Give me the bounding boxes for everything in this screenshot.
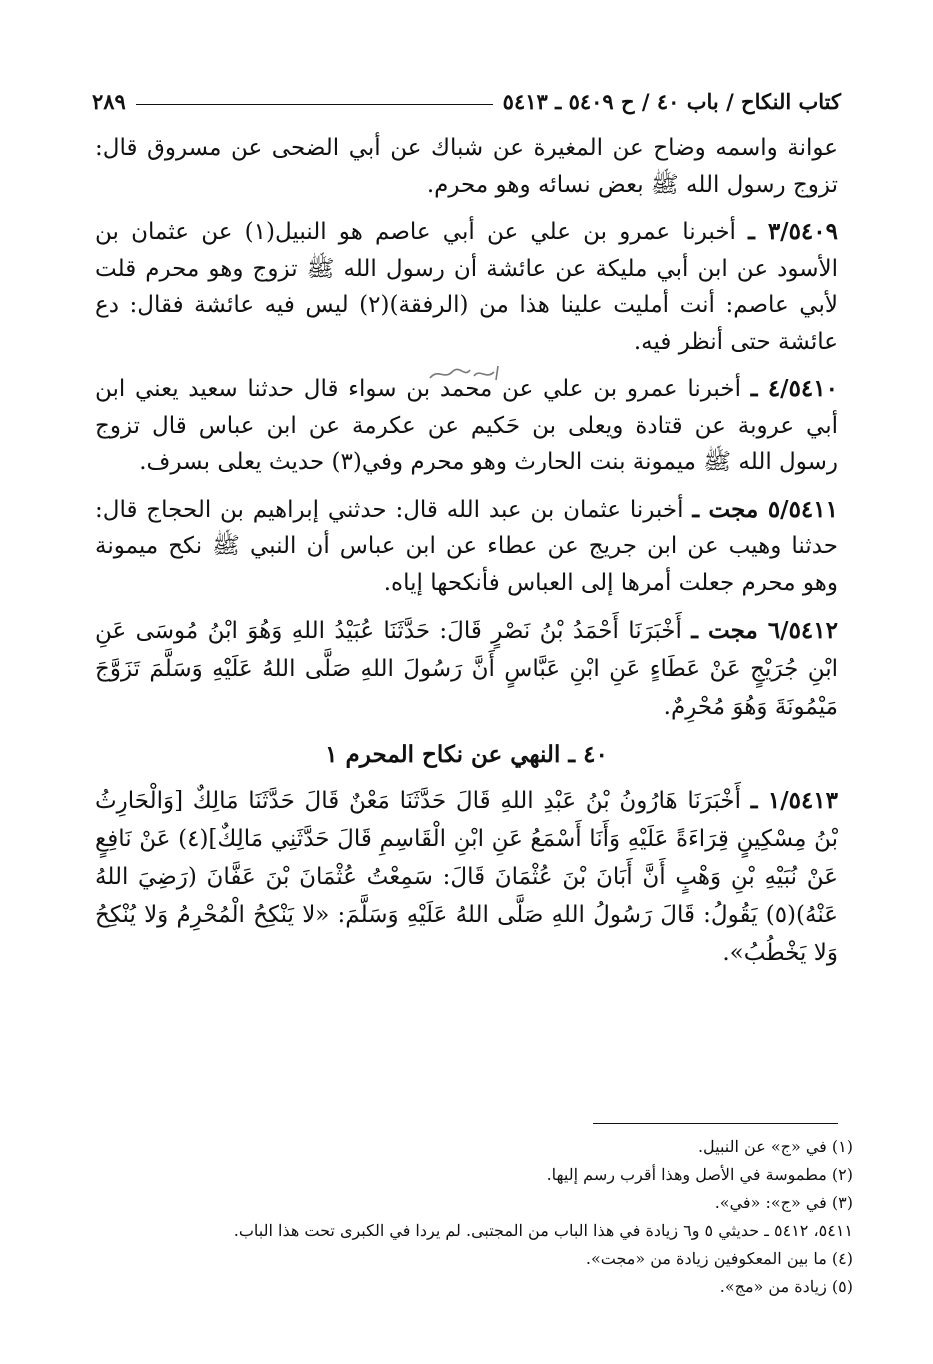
footnote: ٥٤١١، ٥٤١٢ ـ حديثي ٥ و٦ زيادة في هذا الباب من المجتبى. لم يردا في الكبرى تحت هذا الباب. [233, 1221, 853, 1240]
footnotes [95, 1133, 853, 1301]
hadith-paragraph [95, 492, 838, 602]
footnote: (٤) ما بين المعكوفين زيادة من «مجت». [585, 1249, 853, 1268]
page-body [95, 130, 838, 983]
hadith-number: ٤/٥٤١٠ ـ [750, 375, 838, 402]
hadith-paragraph [95, 214, 838, 360]
hadith-paragraph [95, 371, 838, 481]
running-header [92, 78, 841, 114]
header-title: كتاب النكاح / باب ٤٠ / ح ٥٤٠٩ ـ ٥٤١٣ [502, 89, 841, 114]
hadith-text: أخبرنا عمرو بن علي عن أبي عاصم هو النبيل(١) عن عثمان بن الأسود عن ابن أبي مليكة عن عائشة أن رسول الله ﷺ تزوج وهو محرم قلت لأبي عاصم: أنت أمليت علينا هذا من (الرفقة)(٢) ليس فيه عائشة فقال: دع عائشة حتى أنظر فيه. [95, 219, 838, 355]
hadith-number: ٥/٥٤١١ مجت ـ [692, 495, 838, 523]
hadith-text: عوانة واسمه وضاح عن المغيرة عن شباك عن أبي الضحى عن مسروق قال: تزوج رسول الله ﷺ بعض نسائه وهو محرم. [95, 135, 838, 198]
footnote: (٣) في «ج»: «في». [714, 1193, 853, 1212]
footnote: (٥) زيادة من «مج». [719, 1277, 853, 1296]
hadith-text: أَخْبَرَنَا هَارُونُ بْنُ عَبْدِ اللهِ قَالَ حَدَّثَنَا مَعْنٌ قَالَ حَدَّثَنَا مَالِكٌ [وَالْحَارِثُ بْنُ مِسْكِينٍ قِرَاءَةً عَلَيْهِ وَأَنَا أَسْمَعُ عَنِ ابْنِ الْقَاسِمِ قَالَ حَدَّثَنِي مَالِكٌ](٤) عَنْ نَافِعٍ عَنْ نُبَيْهِ بْنِ وَهْبٍ أَنَّ أَبَانَ بْنَ عُثْمَانَ قَالَ: سَمِعْتُ عُثْمَانَ بْنَ عَفَّانَ (رَضِيَ اللهُ عَنْهُ)(٥) يَقُولُ: قَالَ رَسُولُ اللهِ صَلَّى اللهُ عَلَيْهِ وَسَلَّمَ: «لا يَنْكِحُ الْمُحْرِمُ وَلا يُنْكِحُ وَلا يَخْطُبُ». [95, 787, 838, 966]
chapter-heading: ٤٠ ـ النهي عن نكاح المحرم ١ [325, 741, 608, 768]
hadith-paragraph [95, 130, 838, 203]
page-number: ٢٨٩ [92, 89, 126, 114]
hadith-text: أخبرنا عثمان بن عبد الله قال: حدثني إبراهيم بن الحجاج قال: حدثنا وهيب عن ابن جريج عن عطاء عن ابن عباس أن النبي ﷺ نكح ميمونة وهو محرم جعلت أمرها إلى العباس فأنكحها إياه. [95, 496, 838, 596]
hadith-text: أخبرنا عمرو بن علي عن محمد بن سواء قال حدثنا سعيد يعني ابن أبي عروبة عن قتادة ويعلى بن حَكيم عن عكرمة عن ابن عباس قال تزوج رسول الله ﷺ ميمونة بنت الحارث وهو محرم وفي(٣) حديث يعلى بسرف. [95, 376, 838, 475]
hadith-text: أَخْبَرَنَا أَحْمَدُ بْنُ نَصْرٍ قَالَ: حَدَّثَنَا عُبَيْدُ اللهِ وَهُوَ ابْنُ مُوسَى عَنِ ابْنِ جُرَيْجٍ عَنْ عَطَاءٍ عَنِ ابْنِ عَبَّاسٍ أَنَّ رَسُولَ اللهِ صَلَّى اللهُ عَلَيْهِ وَسَلَّمَ تَزَوَّجَ مَيْمُونَةَ وَهُوَ مُحْرِمٌ. [95, 618, 838, 720]
handwritten-annotation [424, 360, 504, 386]
hadith-number: ١/٥٤١٣ ـ [750, 786, 839, 814]
footnote-separator [593, 1123, 838, 1124]
header-rule [136, 104, 493, 105]
footnote: (١) في «ج» عن النبيل. [697, 1137, 853, 1156]
footnote: (٢) مطموسة في الأصل وهذا أقرب رسم إليها. [546, 1165, 853, 1184]
hadith-number: ٣/٥٤٠٩ ـ [748, 218, 838, 245]
hadith-paragraph [95, 782, 838, 972]
hadith-number: ٦/٥٤١٢ مجت ـ [691, 617, 838, 644]
hadith-paragraph [95, 612, 838, 726]
